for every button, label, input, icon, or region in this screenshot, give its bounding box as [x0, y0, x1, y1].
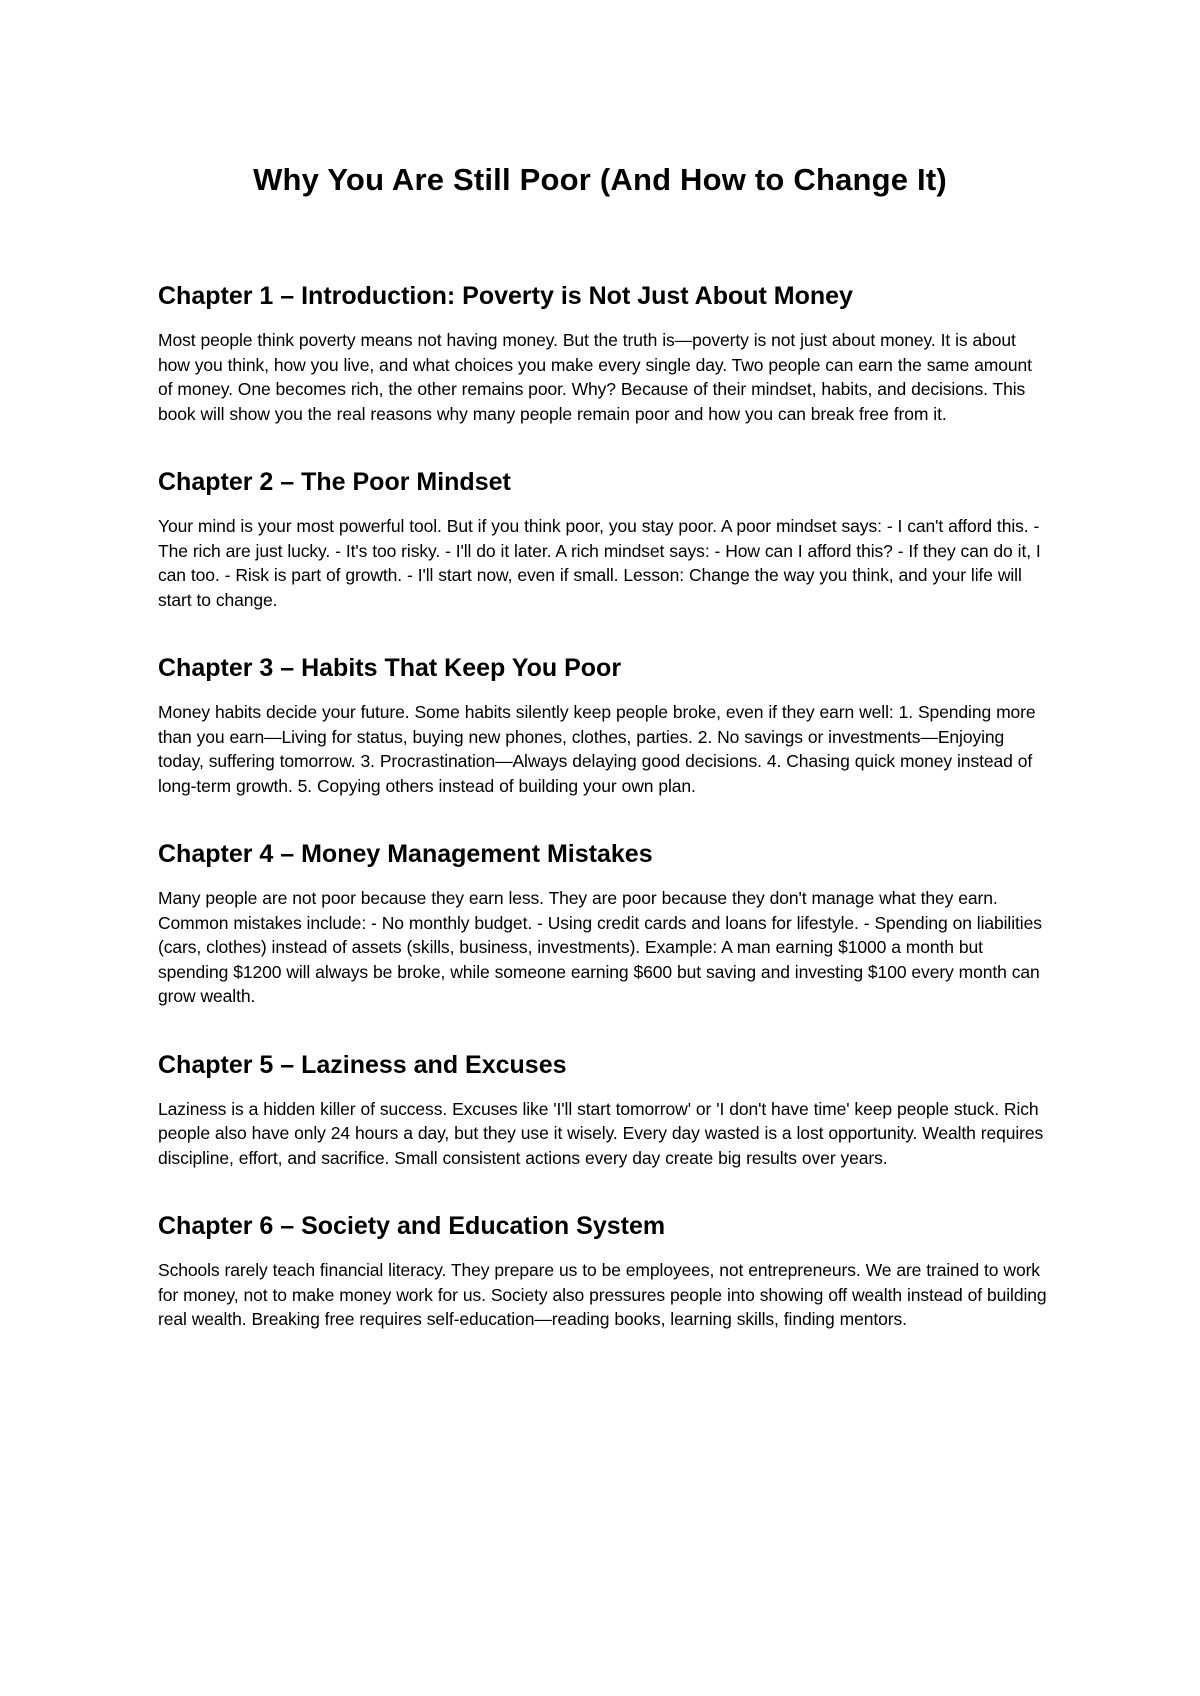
chapter-heading: Chapter 3 – Habits That Keep You Poor — [158, 654, 622, 682]
chapter-heading: Chapter 4 – Money Management Mistakes — [158, 840, 653, 868]
chapter-4 — [158, 838, 1048, 1009]
chapter-3 — [158, 652, 1048, 798]
chapter-heading: Chapter 6 – Society and Education System — [158, 1212, 666, 1240]
chapter-heading: Chapter 1 – Introduction: Poverty is Not Just About Money — [158, 282, 853, 310]
chapter-body: Many people are not poor because they earn less. They are poor because they don't manage what they earn. Common mistakes include: - No monthly budget. - Using credit cards and loans for lifestyle. - Spending on liabilities (cars, clothes) instead of assets (skills, business, investments). Example: A man earning $1000 a month but spending $1200 will always be broke, while someone earning $600 but saving and investing $100 every month can grow wealth. — [158, 888, 1042, 1006]
chapter-heading: Chapter 5 – Laziness and Excuses — [158, 1050, 567, 1079]
chapter-body: Money habits decide your future. Some habits silently keep people broke, even if they earn well: 1. Spending more than you earn—Living for status, buying new phones, clothes, parties. 2. No savings or investments—Enjoying today, suffering tomorrow. 3. Procrastination—Always delaying good decisions. 4. Chasing quick money instead of long-term growth. 5. Copying others instead of building your own plan. — [158, 702, 1036, 796]
chapter-6 — [158, 1210, 1048, 1332]
document-title: Why You Are Still Poor (And How to Change It) — [253, 162, 947, 197]
chapter-2 — [158, 466, 1048, 612]
chapter-body: Most people think poverty means not having money. But the truth is—poverty is not just about money. It is about how you think, how you live, and what choices you make every single day. Two people can earn the same amount of money. One becomes rich, the other remains poor. Why? Because of their mindset, habits, and decisions. This book will show you the real reasons why many people remain poor and how you can break free from it. — [158, 330, 1032, 424]
chapter-body: Your mind is your most powerful tool. But if you think poor, you stay poor. A poor mindset says: - I can't afford this. - The rich are just lucky. - It's too risky. - I'll do it later. A rich mindset says: - How can I afford this? - If they can do it, I can too. - Risk is part of growth. - I'll start now, even if small. Lesson: Change the way you think, and your life will start to change. — [158, 516, 1041, 610]
chapter-body: Schools rarely teach financial literacy. They prepare us to be employees, not entrepreneurs. We are trained to work for money, not to make money work for us. Society also pressures people into showing off wealth instead of building real wealth. Breaking free requires self-education—reading books, learning skills, finding mentors. — [158, 1260, 1047, 1329]
chapter-body: Laziness is a hidden killer of success. Excuses like 'I'll start tomorrow' or 'I don't have time' keep people stuck. Rich people also have only 24 hours a day, but they use it wisely. Every day wasted is a lost opportunity. Wealth requires discipline, effort, and sacrifice. Small consistent actions every day create big results over years. — [158, 1098, 1044, 1168]
chapter-list — [158, 280, 1048, 1372]
chapter-5 — [158, 1049, 1048, 1171]
chapter-1 — [158, 280, 1048, 426]
chapter-heading: Chapter 2 – The Poor Mindset — [158, 468, 511, 496]
